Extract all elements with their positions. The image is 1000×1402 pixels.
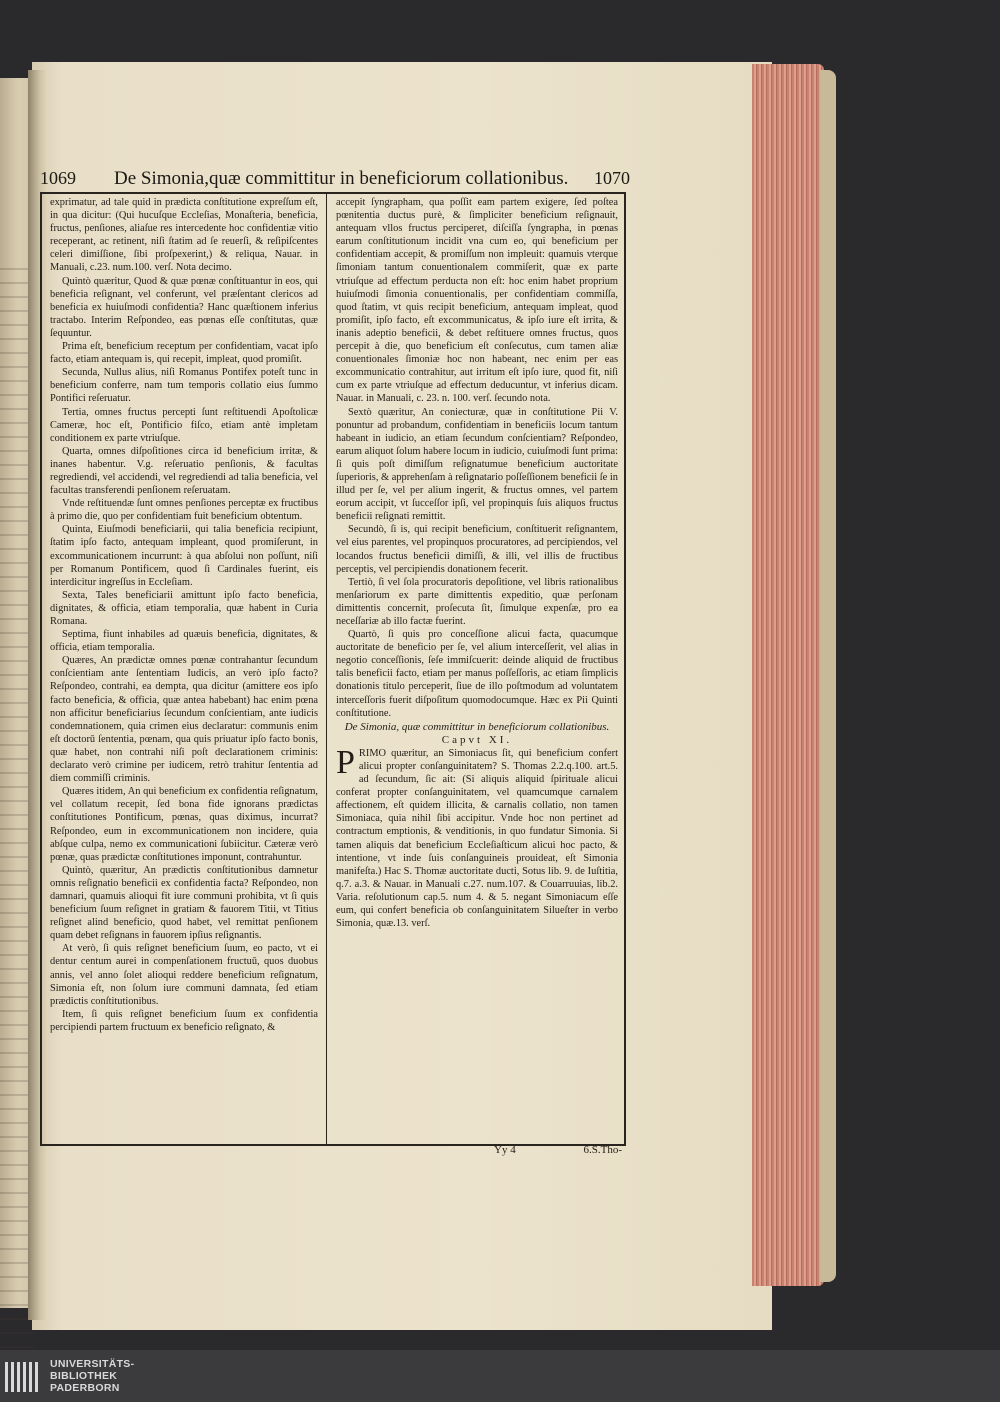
paragraph: Tertia, omnes fructus percepti ſunt reſtituendi Apoſtolicæ Cameræ, hoc eſt, Pontificio fiſco, etiam antè impletam conditionem ex parte vtriuſque.: [50, 406, 318, 444]
paragraph: Quarta, omnes diſpoſitiones circa id beneficium irritæ, & inanes habentur. V.g. reſeruatio penſionis, & facultas regrediendi, vel accidendi, vel regrediendi ad talia beneficia, vel facultas transferendi penſionem reſeruatam.: [50, 445, 318, 497]
chapter-text: RIMO quæritur, an Simoniacus ſit, qui beneficium confert alicui propter conſanguinitatem? S. Thomas 2.2.q.100. art.5. ad ſecundum, ſic ait: (Si aliquis aliquid ſpirituale alicui conferat propter conſanguinitatem, vel quamcumque carnalem affectionem, eſt quidem illicita, & carnalis collatio, non tamen Simoniaca, quia nihil ſibi accipitur. Vnde hoc non pertinet ad contractum emptionis, & venditionis, in quo fundatur Simonia. Si tamen aliquis dat beneficium Eccleſiaſticum alicui hoc pacto, & intentione, vt inde ſuis conſanguineis prouideat, eſt Simonia manifeſta.) Hac S. Thomæ auctoritate ducti, Sotus lib. 9. de Iuſtitia, q.7. a.3. & Nauar. in Manuali c.27. num.107. & Couarruuias, lib.2. Varia. reſolutionum cap.5. num 4. & 5. negant Simoniacum eſſe eum, qui confert beneficia ob conſanguinitatem Silueſter in verbo Simonia, quæ.13. verſ.: [336, 747, 618, 930]
paragraph: Vnde reſtituendæ ſunt omnes penſiones perceptæ ex fructibus à primo die, quo per confidentiam fuit beneficium obtentum.: [50, 498, 318, 523]
paragraph: Secunda, Nullus alius, niſi Romanus Pontifex poteſt tunc in beneficium conferre, nam tum temporis collatio eius ſummo Pontifici reſeruatur.: [50, 367, 318, 405]
left-column: [50, 196, 318, 1034]
chapter-paragraph: [336, 743, 618, 930]
paragraph: Quæres, An prædictæ omnes pœnæ contrahantur ſecundum conſcientiam ante ſententiam Iudicis, an verò ipſo facto? Reſpondeo, contrahi, ea dempta, qua dicitur (amittere eos ipſo facto beneficia, & officia, quæ antea habebant) hac enim pœna non afficitur beneficiarius ſecundum conſcientiam, ante iudicis condemnationem, quia crimen eius declaratur: communis enim eſt doctorū ſententia, pœnam, qua quis priuatur ipſo facto bonis, quæ habet, non contrahi niſi poſt declarationem criminis: declarato verò crimine per iudicem, retrò trahitur ſententia ad diem commiſſi criminis.: [50, 655, 318, 785]
column-divider: [326, 194, 327, 1144]
running-header: [40, 168, 630, 192]
signature-mark: Yy 4: [494, 1144, 516, 1156]
paragraph: Secundò, ſi is, qui recipit beneficium, conſtituerit reſignantem, vel eius parentes, vel propinquos procuratores, ad percipiendos, vel locandos fructus beneficii dimiſſi, & illi, vel illis de fructibus perceptis, vel percipiendis donationem fecerit.: [336, 524, 618, 575]
page-block-red-edges: [752, 64, 824, 1286]
library-bar: [0, 1350, 1000, 1402]
paragraph: Sexta, Tales beneficiarii amittunt ipſo facto beneficia, dignitates, & officia, etiam temporalia, quæ habent in Curia Romana.: [50, 589, 318, 627]
paragraph: Sextò quæritur, An coniecturæ, quæ in conſtitutione Pii V. ponuntur ad probandum, confidentiam in beneficiis locum tantum habeant in iudicio, an etiam ſecundum conſcientiam? Reſpondeo, earum aliquot ſolum habere locum in iudicio, cuiuſmodi ſunt prima: ſi quis poſt dimiſſum reſignatumue beneficium auctoritate ſuperioris, & apprehenſam à reſignatario poſſeſſionem beneficii ſe in illud per ſe, vel per alium ingerit, & fructus omnes, vel partem eorum accipit, vt ſucceſſor ipſi, vel propinquis ſuis aliquos fructus beneficii reſignati remittit.: [336, 406, 618, 523]
paragraph: Quinta, Eiuſmodi beneficiarii, qui talia beneficia recipiunt, ſtatim ipſo facto, antequam impleant, quod promiſerunt, in excommunicationem incurrunt: à qua abſolui non poſſunt, niſi per Romanum Pontificem, quod ſi Cardinales fuerint, eis interdicitur ingreſſus in Eccleſiam.: [50, 524, 318, 588]
paragraph: Quintò quæritur, Quod & quæ pœnæ conſtituantur in eos, qui beneficia reſignant, vel conferunt, vel præſentant clericos ad beneficia ex huiuſmodi confidentia? Hanc quæſtionem inferius tractabo. Interim Reſpondeo, eas pœnas eſſe conſtitutas, quæ ſequuntur.: [50, 275, 318, 339]
library-logo-icon: [4, 1358, 42, 1396]
text-frame: [40, 192, 626, 1146]
section-title: De Simonia, quæ committitur in beneficiorum collationibus.: [344, 720, 610, 733]
paragraph: Quintò, quæritur, An prædictis conſtitutionibus damnetur omnis reſignatio beneficii ex confidentia facta? Reſpondeo, non damnari, quamuis alioqui fit iure communi prohibita, vt ſi quis beneficium ſuum reſignet in gratiam & fauorem Titii, vt Titius reſignet alind beneficio, quod habet, vel remittat penſionem quam debet reſignans in fauorem ipſius reſignantis.: [50, 864, 318, 942]
paragraph: Quartò, ſi quis pro conceſſione alicui facta, quacumque auctoritate de beneficio per ſe, vel alium interceſſerit, vel alias in negotio conceſſionis, ſeſe immiſcuerit: deinde aliquid de fructibus talis beneficii facto, etiam per manus poſſeſſoris, ac etiam ſimplicis donationis titulo perceperit, ſiue de illo poſtmodum ad voluntatem interceſſoris fuerit diſpoſitum quomodocumque. Hæc ex Pii Quinti conſtitutione.: [336, 629, 618, 719]
paragraph: accepit ſyngrapham, qua poſſit eam partem exigere, ſed poſtea pœnitentia ductus purè, & ſimpliciter beneficium reſignauit, antequam vllos fructus perciperet, diſciſſa ſyngrapha, in pœnas earum conſtitutionum incidit vna cum eo, qui beneficium per confidentiam accepit, & promiſſum non impleuit: quamuis vterque ſimoniam tantum conuentionalem commiſerit, quæ ex parte vtriuſque ad effectum perducta non eſt: hoc enim habet proprium huiuſmodi ſimonia conuentionalis, per confidentiam commiſſa, quod ſtatim, vt quis recipit beneficium, antequam impleat, quod promiſit, ipſo facto, eſt excommunicatus, & ipſo iure eſt irrita, & inanis adeptio beneficii, & debet reſtituere omnes fructus, quos percepit à die, quo beneficium eſt conſecutus, cum tamen aliæ conuentionales ſimoniæ hoc non habeant, nec enim per eas excommunicatio contrahitur, aut irritum eſt ipſo iure, quod fit, niſi cum ex parte vtriuſque ad effectum deducuntur, vt inferius dicam. Nauar. in Manuali, c. 23. n. 100. verſ. ſecundo nota.: [336, 197, 618, 405]
logo-line-2: BIBLIOTHEK: [50, 1370, 118, 1382]
running-title: De Simonia,quæ committitur in beneficiorum collationibus.: [114, 168, 569, 189]
paragraph: Item, ſi quis reſignet beneficium ſuum ex confidentia percipiendi partem fructuum ex beneficio reſignato, &: [50, 1008, 318, 1033]
paragraph: At verò, ſi quis reſignet beneficium ſuum, eo pacto, vt ei dentur centum aurei in compenſationem fructuū, quos duobus annis, vel anno ſolet alioqui reddere beneficium reſignatum, Simonia eſt, non ſolum iure communi damnata, ſed etiam prædictis conſtitutionibus.: [50, 943, 318, 1007]
paragraph: exprimatur, ad tale quid in prædicta conſtitutione expreſſum eſt, in qua dicitur: (Qui hucuſque Eccleſias, Monaſteria, beneficia, fructus, penſiones, aliaſue res intercedente hoc confidentiæ vitio receperant, ac retinent, niſi ſtatim ad ſe reuerſi, & reſipiſcentes celeri dimiſſione, ſibi proſpexerint,) & reliqua, Nauar. in Manuali, c.23. num.100. verſ. Nota decimo.: [50, 197, 318, 274]
right-column: [336, 196, 618, 930]
left-page-number: 1069: [40, 168, 76, 188]
logo-line-3: PADERBORN: [50, 1382, 120, 1394]
page-footer: [40, 1144, 626, 1160]
paragraph: Prima eſt, beneficium receptum per confidentiam, vacat ipſo facto, etiam antequam is, qui recepit, impleat, quod promiſit.: [50, 341, 318, 366]
right-page-number: 1070: [594, 168, 630, 188]
drop-capital: P: [336, 743, 355, 781]
paragraph: Septima, fiunt inhabiles ad quæuis beneficia, dignitates, & officia, etiam temporalia.: [50, 629, 318, 654]
catchword: 6.S.Tho-: [583, 1144, 622, 1156]
book-cover-edge: [820, 70, 836, 1282]
paragraph: Tertiò, ſi vel ſola procuratoris depoſitione, vel libris rationalibus menſariorum ex parte dimittentis expeditio, quæ perſonam dimittentis concernit, proſecuta ſit, ſimulque expenſæ, pro ea neceſſariæ ab illo factæ fuerint.: [336, 576, 618, 627]
library-logo-text: [50, 1358, 134, 1394]
paragraph: Quæres itidem, An qui beneficium ex confidentia reſignatum, vel collatum recepit, ſed bona fide ignorans prædictas conſtitutiones Pontificum, pœnas, quas diximus, incurrat? Reſpondeo, eum in excommunicationem non incidere, quia abſque culpa, nemo ex communicationi ſubiicitur. Cæteræ verò pœnæ, quas prædictæ conſtitutiones imponunt, contrahuntur.: [50, 786, 318, 863]
right-column-paragraphs: [336, 196, 618, 720]
logo-line-1: UNIVERSITÄTS-: [50, 1358, 135, 1370]
chapter-heading: Capvt XI.: [441, 733, 513, 746]
